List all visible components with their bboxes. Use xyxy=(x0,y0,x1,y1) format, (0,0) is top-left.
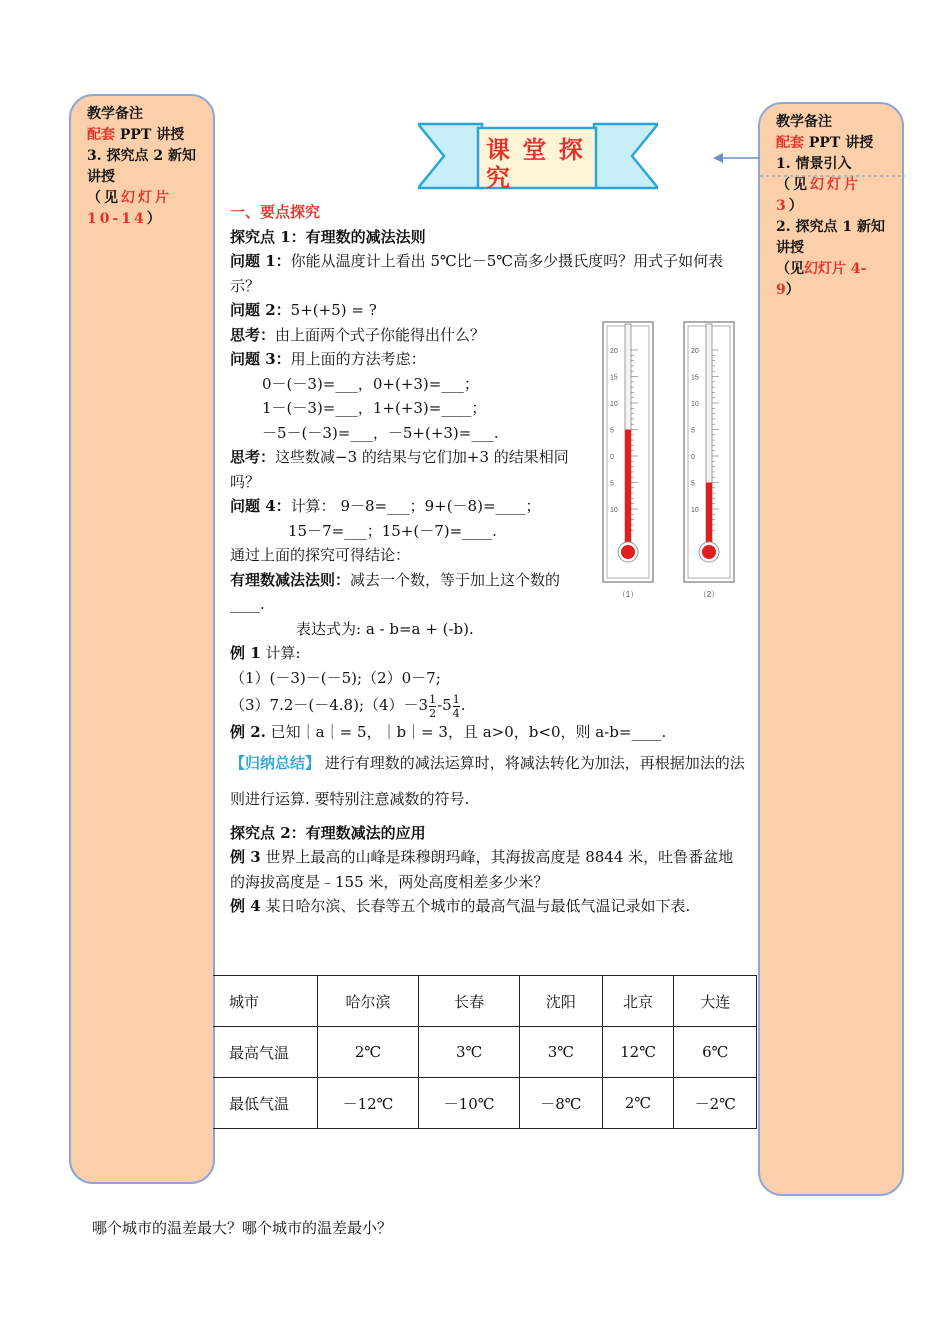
note-red-text: 配套 xyxy=(87,127,115,143)
table-cell: 北京 xyxy=(602,976,674,1027)
tick-label: 5 xyxy=(610,480,614,488)
note-text: PPT 讲授 xyxy=(804,135,874,151)
question-3: 问题 3：用上面的方法考虑： xyxy=(230,350,426,368)
note-red-text: 幻灯片 3 xyxy=(776,177,861,214)
tick-label: 20 xyxy=(610,348,618,355)
think-2: 思考：这些数减−3 的结果与它们加+3 的结果相同吗？ xyxy=(230,448,569,491)
note-text: （见 xyxy=(776,261,804,277)
tick-label: 15 xyxy=(610,374,618,382)
table-cell: 3℃ xyxy=(419,1027,520,1078)
table-cell: 最低气温 xyxy=(213,1078,318,1129)
conclusion-intro: 通过上面的探究可得结论： xyxy=(230,546,411,564)
table-cell: 2℃ xyxy=(602,1078,674,1129)
section-banner xyxy=(418,122,658,194)
tick-label: 0 xyxy=(691,454,695,461)
subtraction-rule: 有理数减法法则：减去一个数，等于加上这个数的____. xyxy=(230,570,561,613)
question-4: 问题 4：计算： 9－8=___；9+(－8)=____； xyxy=(230,497,541,515)
note-red-text: 幻灯片 4-9 xyxy=(776,261,867,298)
main-content xyxy=(230,200,750,919)
note-red-text: 配套 xyxy=(776,135,804,151)
summary: 【归纳总结】 进行有理数的减法运算时，将减法转化为加法，再根据加法的法则进行运算. 要特别注意减数的符号. xyxy=(230,753,745,808)
table-row xyxy=(213,1078,757,1129)
q3-line-1: 0－(－3)=___，0+(+3)=___； xyxy=(262,374,479,393)
note-text: （见 xyxy=(776,177,810,193)
table-cell: －8℃ xyxy=(520,1078,602,1129)
left-teaching-note xyxy=(69,94,215,1184)
table-cell: －2℃ xyxy=(674,1078,757,1129)
example-1-line-1: （1）(－3)－(－5);（2）0－7; xyxy=(230,668,441,687)
note-text: （见 xyxy=(87,190,121,206)
bottom-question: 哪个城市的温差最大？哪个城市的温差最小？ xyxy=(92,1219,393,1237)
q3-line-3: －5－(－3)=___，－5+(+3)=___. xyxy=(262,423,499,442)
table-cell: 城市 xyxy=(213,976,318,1027)
table-cell: 最高气温 xyxy=(213,1027,318,1078)
table-cell: 沈阳 xyxy=(520,976,602,1027)
q3-line-2: 1－(－3)=___，1+(+3)=____； xyxy=(262,399,487,417)
table-cell: 6℃ xyxy=(674,1027,757,1078)
tick-label: 5 xyxy=(610,427,614,435)
tick-label: 5 xyxy=(691,427,695,435)
table-row xyxy=(213,1027,757,1078)
table-cell: －10℃ xyxy=(419,1078,520,1129)
note-text: PPT 讲授 xyxy=(115,127,185,143)
table-cell: 长春 xyxy=(419,976,520,1027)
tick-label: 0 xyxy=(610,454,614,461)
table-cell: 2℃ xyxy=(318,1027,419,1078)
thermometer-label: （2） xyxy=(698,590,720,599)
table-cell: －12℃ xyxy=(318,1078,419,1129)
note-heading: 教学备注 xyxy=(87,106,143,122)
point1-title: 探究点 1：有理数的减法法则 xyxy=(230,227,426,246)
note-text: ） xyxy=(788,198,806,214)
tick-label: 20 xyxy=(691,348,699,355)
table-cell: 哈尔滨 xyxy=(318,976,419,1027)
note-text: ） xyxy=(146,211,164,227)
tick-label: 5 xyxy=(691,480,695,488)
think-1: 思考：由上面两个式子你能得出什么？ xyxy=(230,325,486,344)
note-text: ） xyxy=(785,282,800,298)
table-row xyxy=(213,976,757,1027)
table-cell: 12℃ xyxy=(602,1027,674,1078)
note-red-text: 幻灯片 10-14 xyxy=(87,190,172,227)
note-line: 2. 探究点 1 新知讲授 xyxy=(776,219,885,256)
q4-line-2: 15－7=___；15+(－7)=____. xyxy=(288,521,497,540)
point2-title: 探究点 2：有理数减法的应用 xyxy=(230,823,426,842)
tick-label: 10 xyxy=(691,507,699,514)
section-title: 一、要点探究 xyxy=(230,203,321,221)
temperature-table xyxy=(213,975,757,1129)
fraction: $\frac{1}{4}$ xyxy=(452,692,460,720)
example-4: 例 4 某日哈尔滨、长春等五个城市的最高气温与最低气温记录如下表. xyxy=(230,897,691,915)
table-cell: 3℃ xyxy=(520,1027,602,1078)
note-heading: 教学备注 xyxy=(776,114,832,130)
example-2: 例 2. 已知｜a｜= 5，｜b｜= 3，且 a>0，b<0，则 a-b=____. xyxy=(230,723,667,741)
example-3: 例 3 世界上最高的山峰是珠穆朗玛峰，其海拔高度是 8844 米，吐鲁番盆地的海拔高度是﹣155 米，两处高度相差多少米？ xyxy=(230,848,734,891)
tick-label: 10 xyxy=(610,507,618,514)
tick-label: 10 xyxy=(691,401,699,408)
tick-label: 10 xyxy=(610,401,618,408)
table-cell: 大连 xyxy=(674,976,757,1027)
note-line: 1. 情景引入 xyxy=(776,156,852,172)
pointer-arrow-icon xyxy=(705,148,915,188)
question-1: 问题 1：你能从温度计上看出 5℃比－5℃高多少摄氏度吗？用式子如何表示？ xyxy=(230,252,724,295)
tick-label: 15 xyxy=(691,374,699,382)
note-line: 3. 探究点 2 新知讲授 xyxy=(87,148,196,185)
example-1-line-2: （3）7.2－(－4.8);（4）－3 $\frac{1}{2}$ -5 $\frac{1}{4}$ . xyxy=(230,692,466,720)
right-teaching-note xyxy=(758,102,904,1196)
example-1: 例 1 计算: xyxy=(230,644,301,662)
banner-title: 课 堂 探 究 xyxy=(486,135,585,192)
rule-expression: 表达式为: a - b=a + (-b). xyxy=(296,619,474,638)
thermometer-label: （1） xyxy=(617,590,639,599)
fraction: $\frac{1}{2}$ xyxy=(429,692,437,720)
question-2: 问题 2：5+(+5) = ? xyxy=(230,301,377,319)
